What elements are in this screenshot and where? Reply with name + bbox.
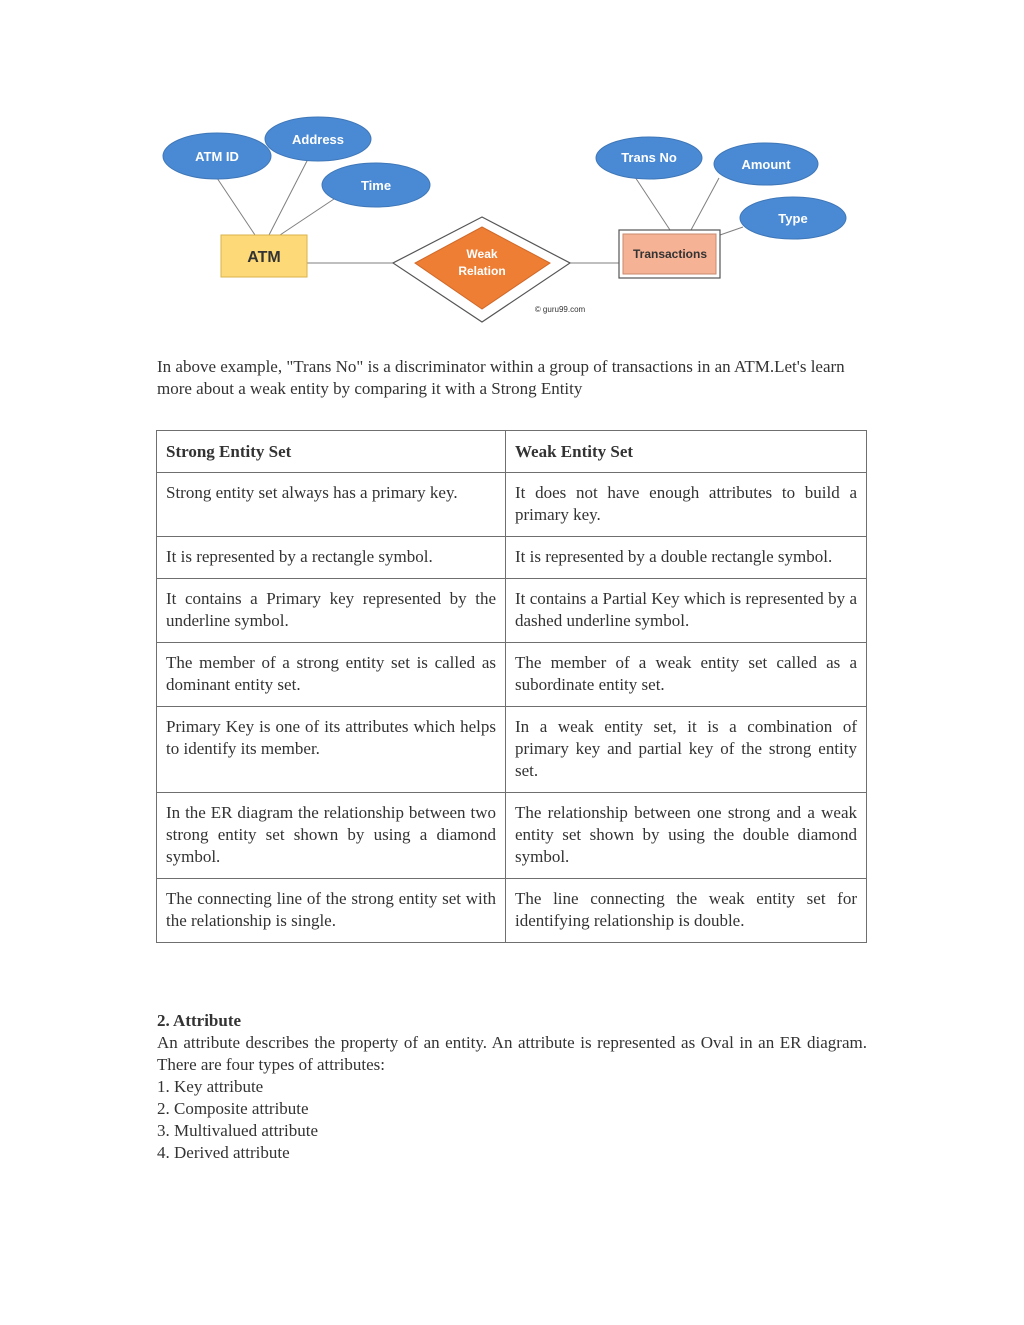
- list-item: 4. Derived attribute: [157, 1143, 290, 1162]
- strong-entity-label: ATM: [247, 249, 281, 266]
- er-diagram-svg: [155, 110, 865, 330]
- table-cell-strong: It contains a Primary key represented by the underline symbol.: [157, 579, 506, 643]
- line-amount-transactions: [691, 178, 719, 230]
- column-header-strong: Strong Entity Set: [157, 431, 506, 473]
- table-cell-strong: The member of a strong entity set is called as dominant entity set.: [157, 643, 506, 707]
- diagram-credit: © guru99.com: [534, 305, 586, 314]
- table-cell-strong: In the ER diagram the relationship between two strong entity set shown by using a diamond symbol.: [157, 793, 506, 879]
- attribute-label-address: Address: [291, 132, 345, 147]
- attribute-label-amount: Amount: [741, 157, 791, 172]
- table-row: [157, 707, 867, 793]
- table-cell-weak: It is represented by a double rectangle symbol.: [506, 537, 867, 579]
- table-cell-strong: It is represented by a rectangle symbol.: [157, 537, 506, 579]
- section-heading: 2. Attribute: [157, 1011, 242, 1030]
- table-cell-weak: In a weak entity set, it is a combination of primary key and partial key of the strong entity set.: [506, 707, 867, 793]
- table-cell-strong: Primary Key is one of its attributes which helps to identify its member.: [157, 707, 506, 793]
- table-row: [157, 643, 867, 707]
- list-item: 2. Composite attribute: [157, 1099, 309, 1118]
- section-paragraph: An attribute describes the property of an entity. An attribute is represented as Oval in an ER diagram. There are four types of attributes:: [157, 1033, 867, 1074]
- line-type-transactions: [720, 227, 743, 235]
- er-diagram: [155, 110, 865, 330]
- attribute-types-list: [157, 1076, 867, 1164]
- attribute-label-time: Time: [360, 178, 392, 193]
- line-address-atm: [269, 159, 308, 235]
- table-row: [157, 793, 867, 879]
- table-cell-weak: It does not have enough attributes to build a primary key.: [506, 473, 867, 537]
- list-item: 1. Key attribute: [157, 1077, 264, 1096]
- attribute-section: [157, 1010, 867, 1164]
- attribute-label-trans-no: Trans No: [621, 150, 677, 165]
- table-header-row: [157, 431, 867, 473]
- line-time-atm: [280, 195, 340, 235]
- table-row: [157, 579, 867, 643]
- table-cell-strong: The connecting line of the strong entity set with the relationship is single.: [157, 879, 506, 943]
- table-row: [157, 879, 867, 943]
- table-cell-weak: The member of a weak entity set called as a subordinate entity set.: [506, 643, 867, 707]
- attribute-label-type: Type: [778, 211, 808, 226]
- line-atmid-atm: [217, 178, 255, 235]
- table-row: [157, 537, 867, 579]
- table-cell-weak: It contains a Partial Key which is represented by a dashed underline symbol.: [506, 579, 867, 643]
- column-header-weak: Weak Entity Set: [506, 431, 867, 473]
- table-cell-weak: The line connecting the weak entity set for identifying relationship is double.: [506, 879, 867, 943]
- relationship-label-line-2: Relation: [458, 264, 506, 278]
- weak-entity-label: Transactions: [632, 247, 708, 261]
- table-row: [157, 473, 867, 537]
- table-cell-strong: Strong entity set always has a primary key.: [157, 473, 506, 537]
- comparison-table: [156, 430, 867, 943]
- attribute-label-atm-id: ATM ID: [195, 149, 239, 164]
- relationship-label-line-1: Weak: [466, 247, 498, 261]
- table-cell-weak: The relationship between one strong and a weak entity set shown by using the double diamond symbol.: [506, 793, 867, 879]
- line-transno-transactions: [635, 177, 670, 230]
- intro-paragraph: In above example, "Trans No" is a discriminator within a group of transactions in an ATM.Let's learn more about a weak entity by comparing it with a Strong Entity: [157, 357, 845, 398]
- list-item: 3. Multivalued attribute: [157, 1121, 318, 1140]
